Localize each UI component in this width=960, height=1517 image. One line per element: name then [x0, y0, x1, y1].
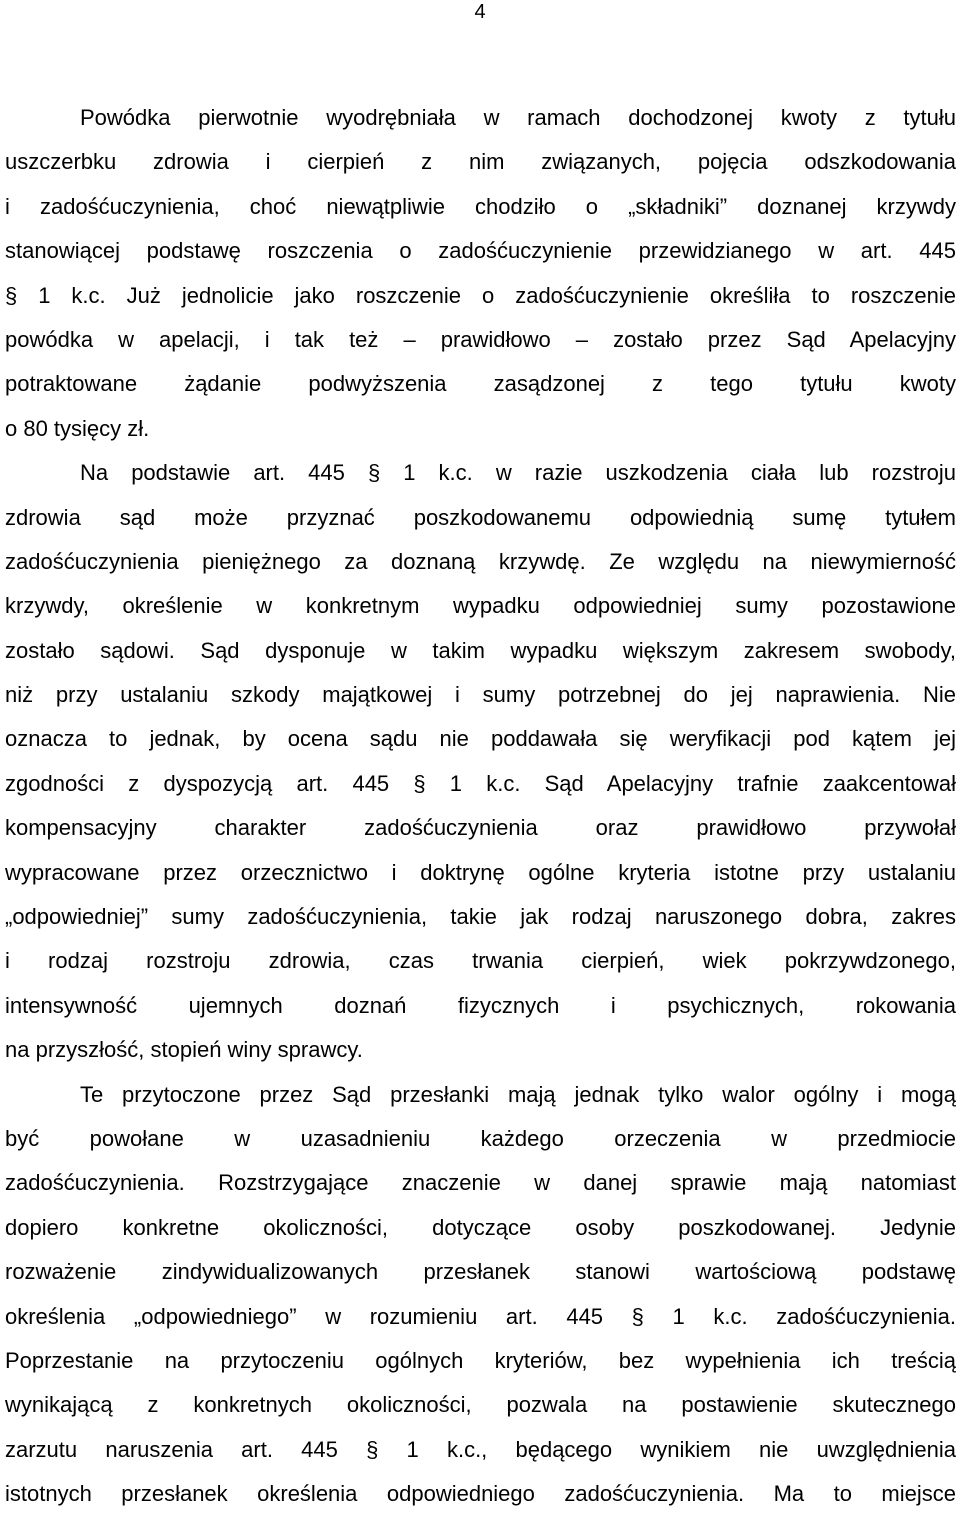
text-line: na przyszłość, stopień winy sprawcy.	[5, 1037, 363, 1063]
text-line: niż przy ustalaniu szkody majątkowej i sumy potrzebnej do jej naprawienia. Nie	[5, 682, 956, 708]
text-line: wynikającą z konkretnych okoliczności, pozwala na postawienie skutecznego	[5, 1392, 956, 1418]
text-line: wypracowane przez orzecznictwo i doktrynę ogólne kryteria istotne przy ustalaniu	[5, 859, 956, 885]
text-line: zostało sądowi. Sąd dysponuje w takim wypadku większym zakresem swobody,	[5, 637, 956, 663]
text-line: „odpowiedniej” sumy zadośćuczynienia, takie jak rodzaj naruszonego dobra, zakres	[5, 904, 956, 930]
text-line: zdrowia sąd może przyznać poszkodowanemu odpowiednią sumę tytułem	[5, 504, 956, 530]
text-line: intensywność ujemnych doznań fizycznych i psychicznych, rokowania	[5, 992, 956, 1018]
text-line: o 80 tysięcy zł.	[5, 415, 150, 441]
text-line: uszczerbku zdrowia i cierpień z nim związanych, pojęcia odszkodowania	[5, 149, 956, 175]
text-line: rozważenie zindywidualizowanych przesłanek stanowi wartościową podstawę	[5, 1259, 956, 1285]
text-line: potraktowane żądanie podwyższenia zasądzonej z tego tytułu kwoty	[5, 371, 956, 397]
text-line: być powołane w uzasadnieniu każdego orzeczenia w przedmiocie	[5, 1125, 956, 1151]
text-line: Na podstawie art. 445 § 1 k.c. w razie uszkodzenia ciała lub rozstroju	[80, 460, 956, 486]
page-number: 4	[474, 1, 486, 23]
text-line: istotnych przesłanek określenia odpowiedniego zadośćuczynienia. Ma to miejsce	[5, 1481, 956, 1507]
document-body	[5, 96, 956, 1517]
text-line: kompensacyjny charakter zadośćuczynienia oraz prawidłowo przywołał	[5, 815, 956, 841]
text-line: zadośćuczynienia pieniężnego za doznaną krzywdę. Ze względu na niewymierność	[5, 548, 956, 574]
text-line: zarzutu naruszenia art. 445 § 1 k.c., będącego wynikiem nie uwzględnienia	[5, 1436, 956, 1462]
text-line: Poprzestanie na przytoczeniu ogólnych kryteriów, bez wypełnienia ich treścią	[5, 1347, 956, 1373]
text-line: dopiero konkretne okoliczności, dotyczące osoby poszkodowanej. Jedynie	[5, 1214, 956, 1240]
text-line: powódka w apelacji, i tak też – prawidłowo – zostało przez Sąd Apelacyjny	[5, 326, 956, 352]
text-line: § 1 k.c. Już jednolicie jako roszczenie o zadośćuczynienie określiła to roszczenie	[5, 282, 956, 308]
paragraph-3	[5, 1073, 956, 1517]
text-line: krzywdy, określenie w konkretnym wypadku odpowiedniej sumy pozostawione	[5, 593, 956, 619]
text-line: Powódka pierwotnie wyodrębniała w ramach dochodzonej kwoty z tytułu	[80, 105, 956, 130]
paragraph-2	[5, 451, 956, 1072]
text-line: stanowiącej podstawę roszczenia o zadośćuczynienie przewidzianego w art. 445	[5, 238, 956, 264]
text-line: zadośćuczynienia. Rozstrzygające znaczenie w danej sprawie mają natomiast	[5, 1170, 956, 1196]
text-line: i rodzaj rozstroju zdrowia, czas trwania cierpień, wiek pokrzywdzonego,	[5, 948, 956, 974]
text-line: Te przytoczone przez Sąd przesłanki mają jednak tylko walor ogólny i mogą	[80, 1081, 956, 1107]
text-line: określenia „odpowiedniego” w rozumieniu art. 445 § 1 k.c. zadośćuczynienia.	[5, 1303, 956, 1329]
text-line: zgodności z dyspozycją art. 445 § 1 k.c. Sąd Apelacyjny trafnie zaakcentował	[5, 770, 956, 796]
text-line: i zadośćuczynienia, choć niewątpliwie chodziło o „składniki” doznanej krzywdy	[5, 193, 956, 219]
paragraph-1	[5, 96, 956, 451]
text-line: oznacza to jednak, by ocena sądu nie poddawała się weryfikacji pod kątem jej	[5, 726, 956, 752]
